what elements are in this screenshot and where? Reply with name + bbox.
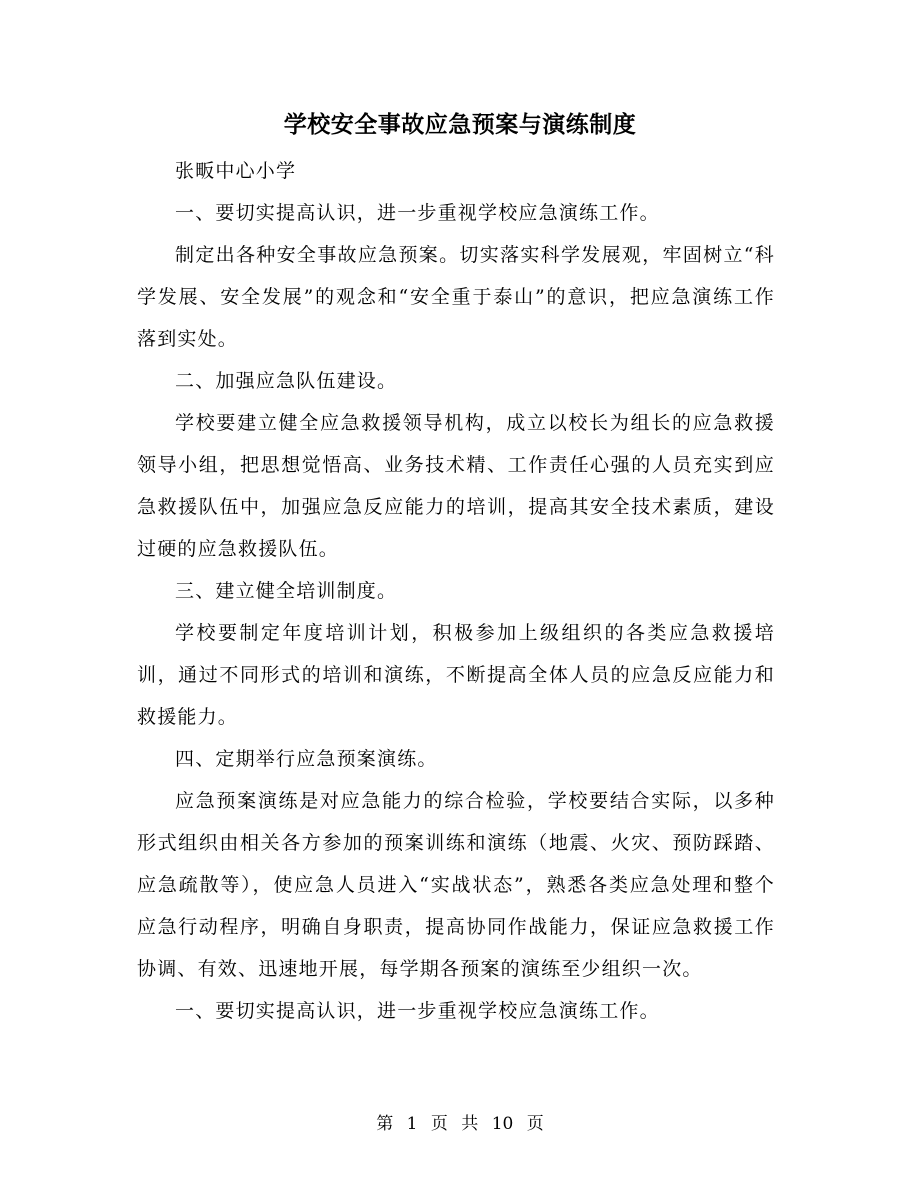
paragraph: 学校要建立健全应急救援领导机构，成立以校长为组长的应急救援领导小组，把思想觉悟高、业务技术精、工作责任心强的人员充实到应急救援队伍中，加强应急反应能力的培训，提高其安全技术素质，建设过硬的应急救援队伍。 [137,412,775,560]
school-name: 张畈中心小学 [175,160,297,182]
paragraph: 学校要制定年度培训计划，积极参加上级组织的各类应急救援培训，通过不同形式的培训和演练，不断提高全体人员的应急反应能力和救援能力。 [137,622,775,728]
document-title: 学校安全事故应急预案与演练制度 [283,111,637,138]
section-heading: 一、要切实提高认识，进一步重视学校应急演练工作。 [175,1000,660,1022]
paragraph: 应急预案演练是对应急能力的综合检验，学校要结合实际，以多种形式组织由相关各方参加的预案训练和演练（地震、火灾、预防踩踏、应急疏散等），使应急人员进入“实战状态”，熟悉各类应急处理和整个应急行动程序，明确自身职责，提高协同作战能力，保证应急救援工作协调、有效、迅速地开展，每学期各预案的演练至少组织一次。 [137,790,775,980]
paragraph: 制定出各种安全事故应急预案。切实落实科学发展观，牢固树立“科学发展、安全发展”的观念和“安全重于泰山”的意识，把应急演练工作落到实处。 [137,244,775,350]
section-heading: 二、加强应急队伍建设。 [175,370,398,392]
document-body [137,150,775,1032]
section-heading: 三、建立健全培训制度。 [175,580,398,602]
section-heading: 一、要切实提高认识，进一步重视学校应急演练工作。 [175,202,660,224]
page-number-footer: 第 1 页 共 10 页 [376,1114,544,1134]
section-heading: 四、定期举行应急预案演练。 [175,748,438,770]
